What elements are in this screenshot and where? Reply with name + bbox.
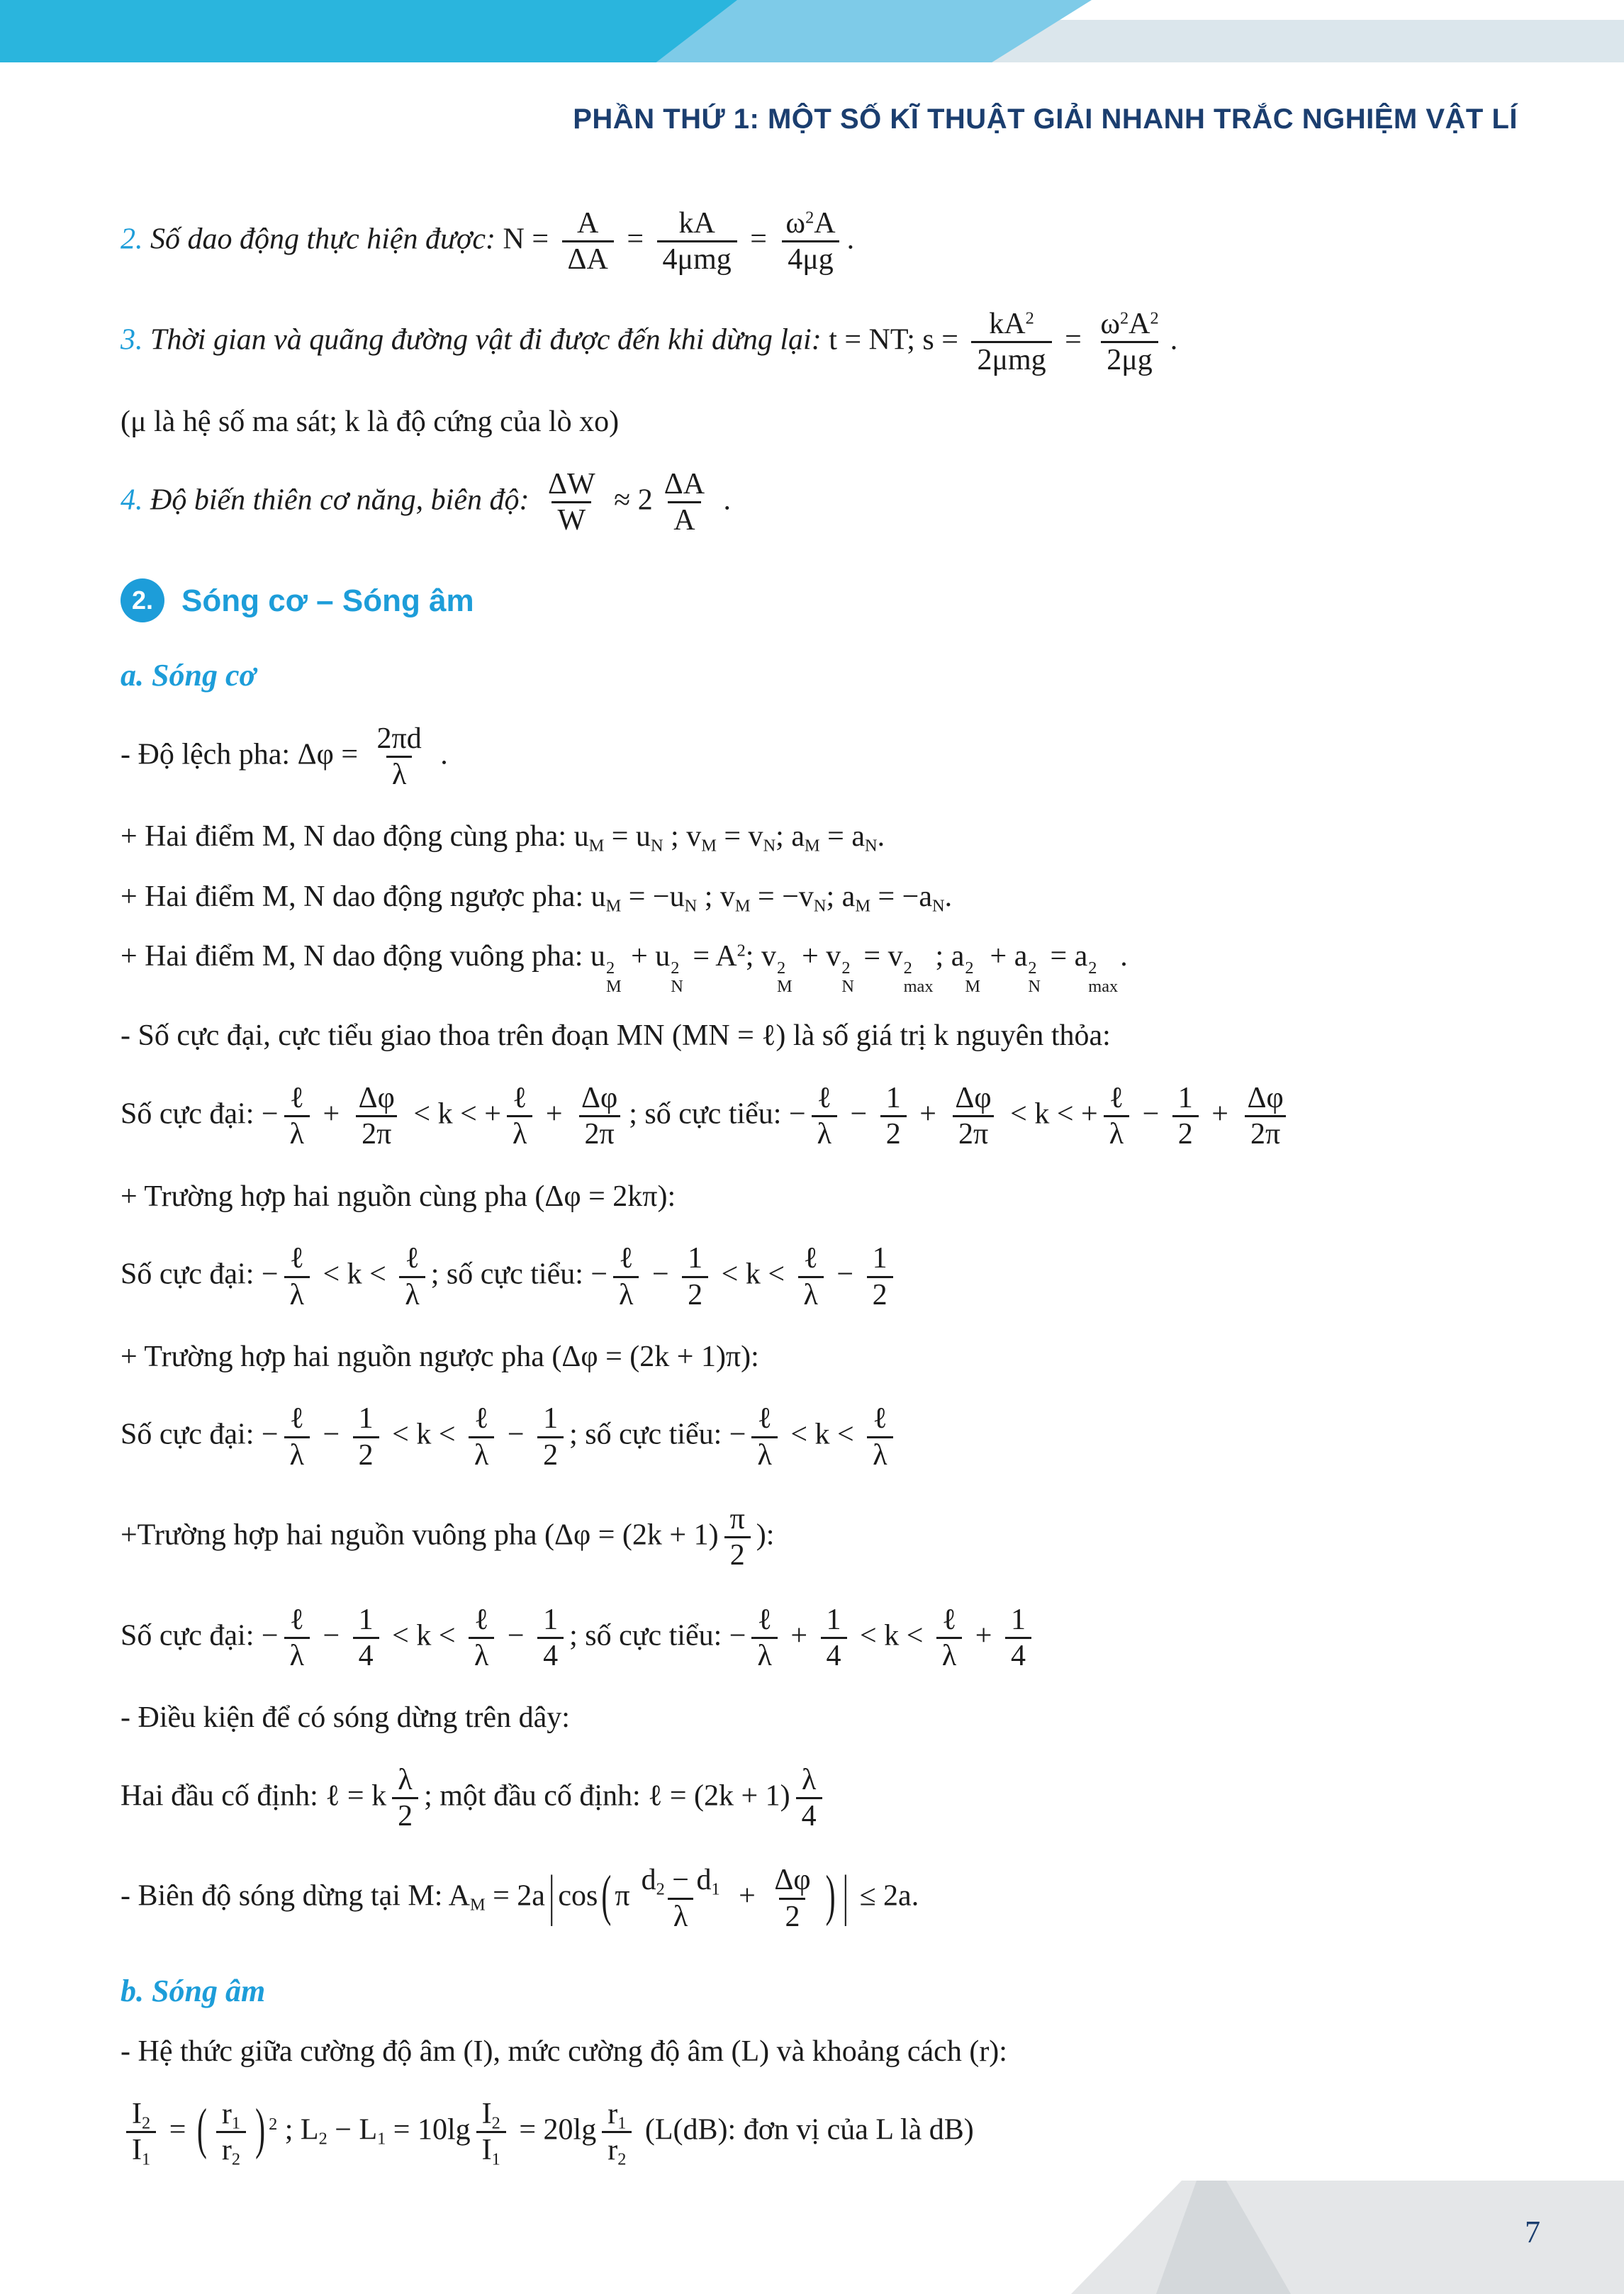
fraction: $\frac{\lambda}{4}$ bbox=[796, 1763, 822, 1834]
fraction: $\frac{1}{2}$ bbox=[1172, 1081, 1199, 1152]
fraction: $\frac{\Delta\varphi}{2\pi}$ bbox=[576, 1081, 623, 1152]
big-delimiter: ) bbox=[255, 2098, 266, 2161]
line-vuong-pha: + Hai điểm M, N dao động vuông pha: u 2 M + u 2 N = $A^2$; v 2 M + v 2 N = v 2 max ; a 2 M + a 2 N = a 2 max . bbox=[121, 940, 1128, 996]
big-delimiter: | bbox=[842, 1865, 849, 1927]
fraction: $\frac{\text{ℓ}}{\lambda}$ bbox=[613, 1241, 639, 1312]
page-number: 7 bbox=[1525, 2215, 1540, 2249]
fraction: $\frac{\text{ℓ}}{\lambda}$ bbox=[469, 1603, 494, 1674]
subheading-b: b. Sóng âm bbox=[121, 1973, 266, 2008]
fraction: $\frac{\text{ℓ}}{\lambda}$ bbox=[284, 1401, 310, 1472]
fraction: $\frac{\Delta\varphi}{2}$ bbox=[774, 1864, 811, 1933]
section-title: Sóng cơ – Sóng âm bbox=[181, 583, 474, 618]
fraction: $\frac{\text{ℓ}}{\lambda}$ bbox=[507, 1081, 532, 1152]
big-delimiter: | bbox=[548, 1865, 555, 1927]
line-song-dung-intro: - Điều kiện để có sóng dừng trên dây: bbox=[121, 1701, 570, 1735]
big-delimiter: ( bbox=[196, 2098, 207, 2161]
fraction: $\frac{1}{4}$ bbox=[537, 1603, 564, 1674]
fraction: $\frac{\text{ℓ}}{\lambda}$ bbox=[751, 1603, 777, 1674]
item-2: 2. Số dao động thực hiện được: N = $\frac{A}{\Delta A}$ = $\frac{kA}{\text{4μmg}}$ = $\frac{\omega^2A}{4\mu g}$ . bbox=[121, 207, 855, 276]
fraction: $\frac{\pi}{2}$ bbox=[724, 1502, 751, 1573]
formula-cuong-do-am: $\frac{I_2}{I_1}$ = ( $\frac{r_1}{r_2}$ ) $^2$ ; $L_2 - L_1 = 10\lg$ $\frac{I_2}{I_1}$ = 20lg $\frac{r_1}{r_2}$ (L(dB): đơn vị của L là dB) bbox=[121, 2093, 1507, 2172]
fraction: $\frac{\text{ℓ}}{\lambda}$ bbox=[284, 1241, 310, 1312]
line-cung-pha: + Hai điểm M, N dao động cùng pha: $u_M = u_N$ ; $v_M = v_N$; $a_M = a_N$. bbox=[121, 820, 885, 856]
formula-song-dung: Hai đầu cố định: ℓ = k $\frac{\lambda}{2}$ ; một đầu cố định: ℓ = (2k + 1) $\frac{\lambda}{4}$ bbox=[121, 1759, 1507, 1838]
big-delimiter: ( bbox=[601, 1865, 612, 1927]
fraction: $\frac{\Delta A}{A}$ bbox=[663, 467, 705, 537]
fraction: $\frac{\text{ℓ}}{\lambda}$ bbox=[798, 1241, 824, 1312]
line-do-lech-pha: - Độ lệch pha: Δφ = $\frac{2\pi d}{\lambda}$ . bbox=[121, 722, 448, 791]
item-3: 3. Thời gian và quãng đường vật đi được đến khi dừng lại: t = NT; s = $\frac{kA^2}{\text{2μmg}}$ = $\frac{\omega^2A^2}{2\mu g}$ . bbox=[121, 307, 1178, 376]
item-4: 4. Độ biến thiên cơ năng, biên độ: $\frac{\Delta W}{W}$ ≈ 2 $\frac{\Delta A}{A}$ . bbox=[121, 467, 732, 537]
footer-gray-band bbox=[1071, 2181, 1624, 2294]
section-number-badge: 2. bbox=[121, 578, 164, 622]
fraction: $\frac{1}{4}$ bbox=[821, 1603, 847, 1674]
formula-cuc-dai-tieu-tong-quat: Số cực đại: − $\frac{\text{ℓ}}{\lambda}$ + $\frac{\Delta\varphi}{2\pi}$ < k < + $\frac{\text{ℓ}}{\lambda}$ + $\frac{\Delta\varphi}{2\pi}$ ; số cực tiểu: − $\frac{\text{ℓ}}{\lambda}$ − $\frac{1}{2}$ + $\frac{\Delta\varphi}{2\pi}$ < k < + $\frac{\text{ℓ}}{\lambda}$ − $\frac{1}{2}$ + $\frac{\Delta\varphi}{2\pi}$ bbox=[121, 1077, 1507, 1156]
fraction: $\frac{\Delta W}{W}$ bbox=[547, 467, 595, 537]
fraction: $\frac{I_2}{I_1}$ bbox=[126, 2097, 156, 2168]
fraction: $\frac{\omega^2A^2}{2\mu g}$ bbox=[1100, 307, 1159, 376]
fraction: $\frac{\omega^2A}{4\mu g}$ bbox=[780, 206, 841, 277]
line-nguoc-pha-case: + Trường hợp hai nguồn ngược pha (Δφ = (2k + 1)π): bbox=[121, 1340, 759, 1373]
fraction: $\frac{A}{\Delta A}$ bbox=[562, 206, 614, 277]
fraction: $\frac{\Delta\varphi}{2\pi}$ bbox=[353, 1081, 401, 1152]
fraction: $\frac{1}{2}$ bbox=[867, 1241, 893, 1312]
line-he-thuc-cuong-do: - Hệ thức giữa cường độ âm (I), mức cường độ âm (L) và khoảng cách (r): bbox=[121, 2035, 1007, 2069]
note-friction: (μ là hệ số ma sát; k là độ cứng của lò xo) bbox=[121, 405, 620, 439]
subheading-a: a. Sóng cơ bbox=[121, 658, 257, 693]
fraction: $\frac{1}{4}$ bbox=[1005, 1603, 1031, 1674]
fraction: $\frac{\Delta\varphi}{2\pi}$ bbox=[949, 1081, 997, 1152]
big-delimiter: ) bbox=[825, 1865, 836, 1927]
fraction: $\frac{\text{ℓ}}{\lambda}$ bbox=[399, 1241, 425, 1312]
fraction: $\frac{1}{2}$ bbox=[537, 1401, 564, 1472]
fraction: $\frac{1}{2}$ bbox=[353, 1401, 379, 1472]
fraction: $\frac{1}{2}$ bbox=[682, 1241, 708, 1312]
content-lines bbox=[121, 181, 1507, 2193]
fraction: $\frac{\Delta\varphi}{2\pi}$ bbox=[1241, 1081, 1289, 1152]
line-so-cuc-dai-intro: - Số cực đại, cực tiểu giao thoa trên đoạn MN (MN = ℓ) là số giá trị k nguyên thỏa: bbox=[121, 1019, 1111, 1053]
fraction: $\frac{I_2}{I_1}$ bbox=[476, 2097, 506, 2168]
fraction: $\frac{\text{ℓ}}{\lambda}$ bbox=[1104, 1081, 1129, 1152]
fraction: $\frac{\text{ℓ}}{\lambda}$ bbox=[751, 1401, 777, 1472]
formula-vuong-pha: Số cực đại: − $\frac{\text{ℓ}}{\lambda}$ − $\frac{1}{4}$ < k < $\frac{\text{ℓ}}{\lambda}$ − $\frac{1}{4}$ ; số cực tiểu: − $\frac{\text{ℓ}}{\lambda}$ + $\frac{1}{4}$ < k < $\frac{\text{ℓ}}{\lambda}$ + $\frac{1}{4}$ bbox=[121, 1599, 1507, 1678]
fraction: $\frac{1}{4}$ bbox=[353, 1603, 379, 1674]
fraction: $\frac{r_1}{r_2}$ bbox=[216, 2097, 246, 2168]
fraction: $\frac{2\pi d}{\lambda}$ bbox=[376, 722, 422, 791]
line-cung-pha-case: + Trường hợp hai nguồn cùng pha (Δφ = 2kπ): bbox=[121, 1180, 676, 1213]
fraction: $\frac{kA}{\text{4μmg}}$ bbox=[657, 206, 737, 277]
formula-bien-do-song-dung: - Biên độ sóng dừng tại M: $A_M = 2a$ | cos ( π $\frac{d_2 - d_1}{\lambda}$ + $\frac{\Delta\varphi}{2}$ ) | ≤ 2a. bbox=[121, 1859, 1507, 1938]
fraction: $\frac{\text{ℓ}}{\lambda}$ bbox=[867, 1401, 892, 1472]
formula-cung-pha: Số cực đại: − $\frac{\text{ℓ}}{\lambda}$ < k < $\frac{\text{ℓ}}{\lambda}$ ; số cực tiểu: − $\frac{\text{ℓ}}{\lambda}$ − $\frac{1}{2}$ < k < $\frac{\text{ℓ}}{\lambda}$ − $\frac{1}{2}$ bbox=[121, 1237, 1507, 1316]
fraction: $\frac{\text{ℓ}}{\lambda}$ bbox=[812, 1081, 837, 1152]
header-cyan-band bbox=[0, 0, 737, 62]
fraction: $\frac{d_2 - d_1}{\lambda}$ bbox=[641, 1864, 720, 1933]
fraction: $\frac{\text{ℓ}}{\lambda}$ bbox=[284, 1081, 310, 1152]
fraction: $\frac{1}{2}$ bbox=[880, 1081, 907, 1152]
line-vuong-pha-case: +Trường hợp hai nguồn vuông pha (Δφ = (2k + 1) $\frac{\pi}{2}$ ): bbox=[121, 1502, 775, 1572]
fraction: $\frac{\text{ℓ}}{\lambda}$ bbox=[284, 1603, 310, 1674]
fraction: $\frac{r_1}{r_2}$ bbox=[602, 2097, 632, 2168]
line-nguoc-pha: + Hai điểm M, N dao động ngược pha: $u_M = -u_N$ ; $v_M = -v_N$; $a_M = -a_N$. bbox=[121, 880, 953, 916]
chapter-header-title: PHẦN THỨ 1: MỘT SỐ KĨ THUẬT GIẢI NHANH TRẮC NGHIỆM VẬT LÍ bbox=[573, 103, 1518, 135]
fraction: $\frac{\lambda}{2}$ bbox=[392, 1763, 418, 1834]
fraction: $\frac{\text{ℓ}}{\lambda}$ bbox=[469, 1401, 494, 1472]
fraction: $\frac{\text{ℓ}}{\lambda}$ bbox=[936, 1603, 962, 1674]
header-pale-band bbox=[950, 20, 1624, 62]
section-song-co-song-am bbox=[121, 578, 1507, 622]
fraction: $\frac{kA^2}{\text{2μmg}}$ bbox=[971, 307, 1051, 378]
formula-nguoc-pha: Số cực đại: − $\frac{\text{ℓ}}{\lambda}$ − $\frac{1}{2}$ < k < $\frac{\text{ℓ}}{\lambda}$ − $\frac{1}{2}$ ; số cực tiểu: − $\frac{\text{ℓ}}{\lambda}$ < k < $\frac{\text{ℓ}}{\lambda}$ bbox=[121, 1397, 1507, 1477]
